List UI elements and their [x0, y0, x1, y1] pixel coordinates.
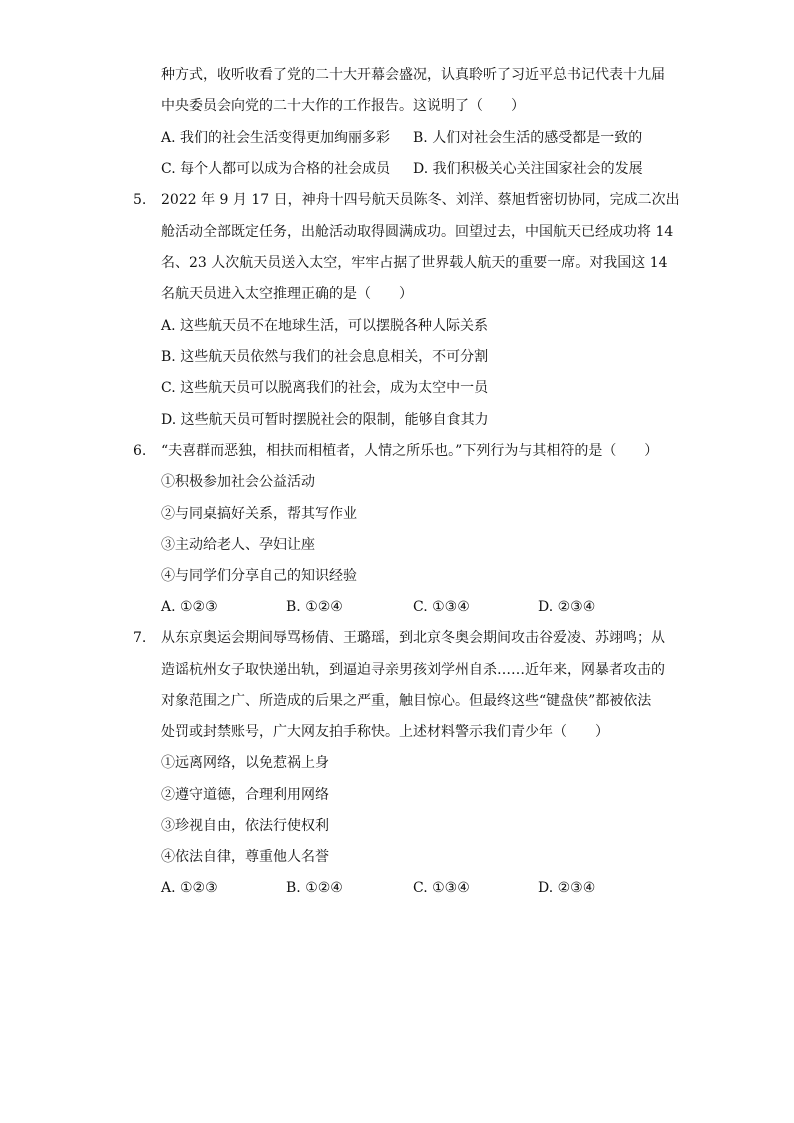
q7-number: 7.	[133, 630, 147, 646]
q4-option-a: A. 我们的社会生活变得更加绚丽多彩	[161, 130, 391, 146]
q5-option-a: A. 这些航天员不在地球生活，可以摆脱各种人际关系	[161, 318, 489, 334]
q7-option-b: B. ①②④	[286, 880, 343, 896]
q6-item-2: ②与同桌搞好关系，帮其写作业	[161, 506, 357, 522]
q4-option-c: C. 每个人都可以成为合格的社会成员	[161, 161, 391, 177]
q5-number: 5.	[133, 192, 147, 208]
q6-option-d: D. ②③④	[538, 599, 596, 615]
q7-item-2: ②遵守道德，合理利用网络	[161, 787, 329, 803]
q6-item-4: ④与同学们分享自己的知识经验	[161, 568, 357, 584]
q4-stem-line-1: 种方式，收听收看了党的二十大开幕会盛况，认真聆听了习近平总书记代表十九届	[161, 67, 665, 83]
q7-stem-line-3: 对象范围之广、所造成的后果之严重，触目惊心。但最终这些“键盘侠”都被依法	[161, 693, 652, 709]
q4-stem-line-2: 中央委员会向党的二十大作的工作报告。这说明了（ ）	[161, 98, 525, 114]
q6-option-c: C. ①③④	[413, 599, 470, 615]
q6-option-a: A. ①②③	[161, 599, 218, 615]
q4-option-d: D. 我们积极关心关注国家社会的发展	[413, 161, 643, 177]
q6-item-1: ①积极参加社会公益活动	[161, 474, 315, 490]
q7-option-d: D. ②③④	[538, 880, 596, 896]
q6-stem-line-1: “夫喜群而恶独，相扶而相植者，人情之所乐也。”下列行为与其相符的是（ ）	[161, 443, 659, 459]
q5-stem-line-1: 2022 年 9 月 17 日，神舟十四号航天员陈冬、刘洋、蔡旭哲密切协同，完成二次出	[161, 192, 680, 208]
q5-option-c: C. 这些航天员可以脱离我们的社会，成为太空中一员	[161, 380, 489, 396]
q7-stem-line-4: 处罚或封禁账号，广大网友拍手称快。上述材料警示我们青少年（ ）	[161, 724, 609, 740]
q5-option-b: B. 这些航天员依然与我们的社会息息相关，不可分割	[161, 349, 489, 365]
q5-stem-line-3: 名、23 人次航天员送入太空，牢牢占据了世界载人航天的重要一席。对我国这 14	[161, 255, 668, 271]
q5-stem-line-4: 名航天员进入太空推理正确的是（ ）	[161, 286, 413, 302]
q6-item-3: ③主动给老人、孕妇让座	[161, 537, 315, 553]
q5-option-d: D. 这些航天员可暂时摆脱社会的限制，能够自食其力	[161, 412, 489, 428]
q7-stem-line-2: 造谣杭州女子取快递出轨，到逼迫寻亲男孩刘学州自杀……近年来，网暴者攻击的	[161, 662, 665, 678]
q6-option-b: B. ①②④	[286, 599, 343, 615]
q4-option-b: B. 人们对社会生活的感受都是一致的	[413, 130, 643, 146]
q7-item-1: ①远离网络，以免惹祸上身	[161, 755, 329, 771]
q5-stem-line-2: 舱活动全部既定任务，出舱活动取得圆满成功。回望过去，中国航天已经成功将 14	[161, 224, 674, 240]
q7-option-c: C. ①③④	[413, 880, 470, 896]
q6-number: 6.	[133, 443, 147, 459]
q7-stem-line-1: 从东京奥运会期间辱骂杨倩、王璐瑶，到北京冬奥会期间攻击谷爱凌、苏翊鸣；从	[161, 630, 665, 646]
q7-option-a: A. ①②③	[161, 880, 218, 896]
q7-item-3: ③珍视自由，依法行使权利	[161, 818, 329, 834]
q7-item-4: ④依法自律，尊重他人名誉	[161, 849, 329, 865]
